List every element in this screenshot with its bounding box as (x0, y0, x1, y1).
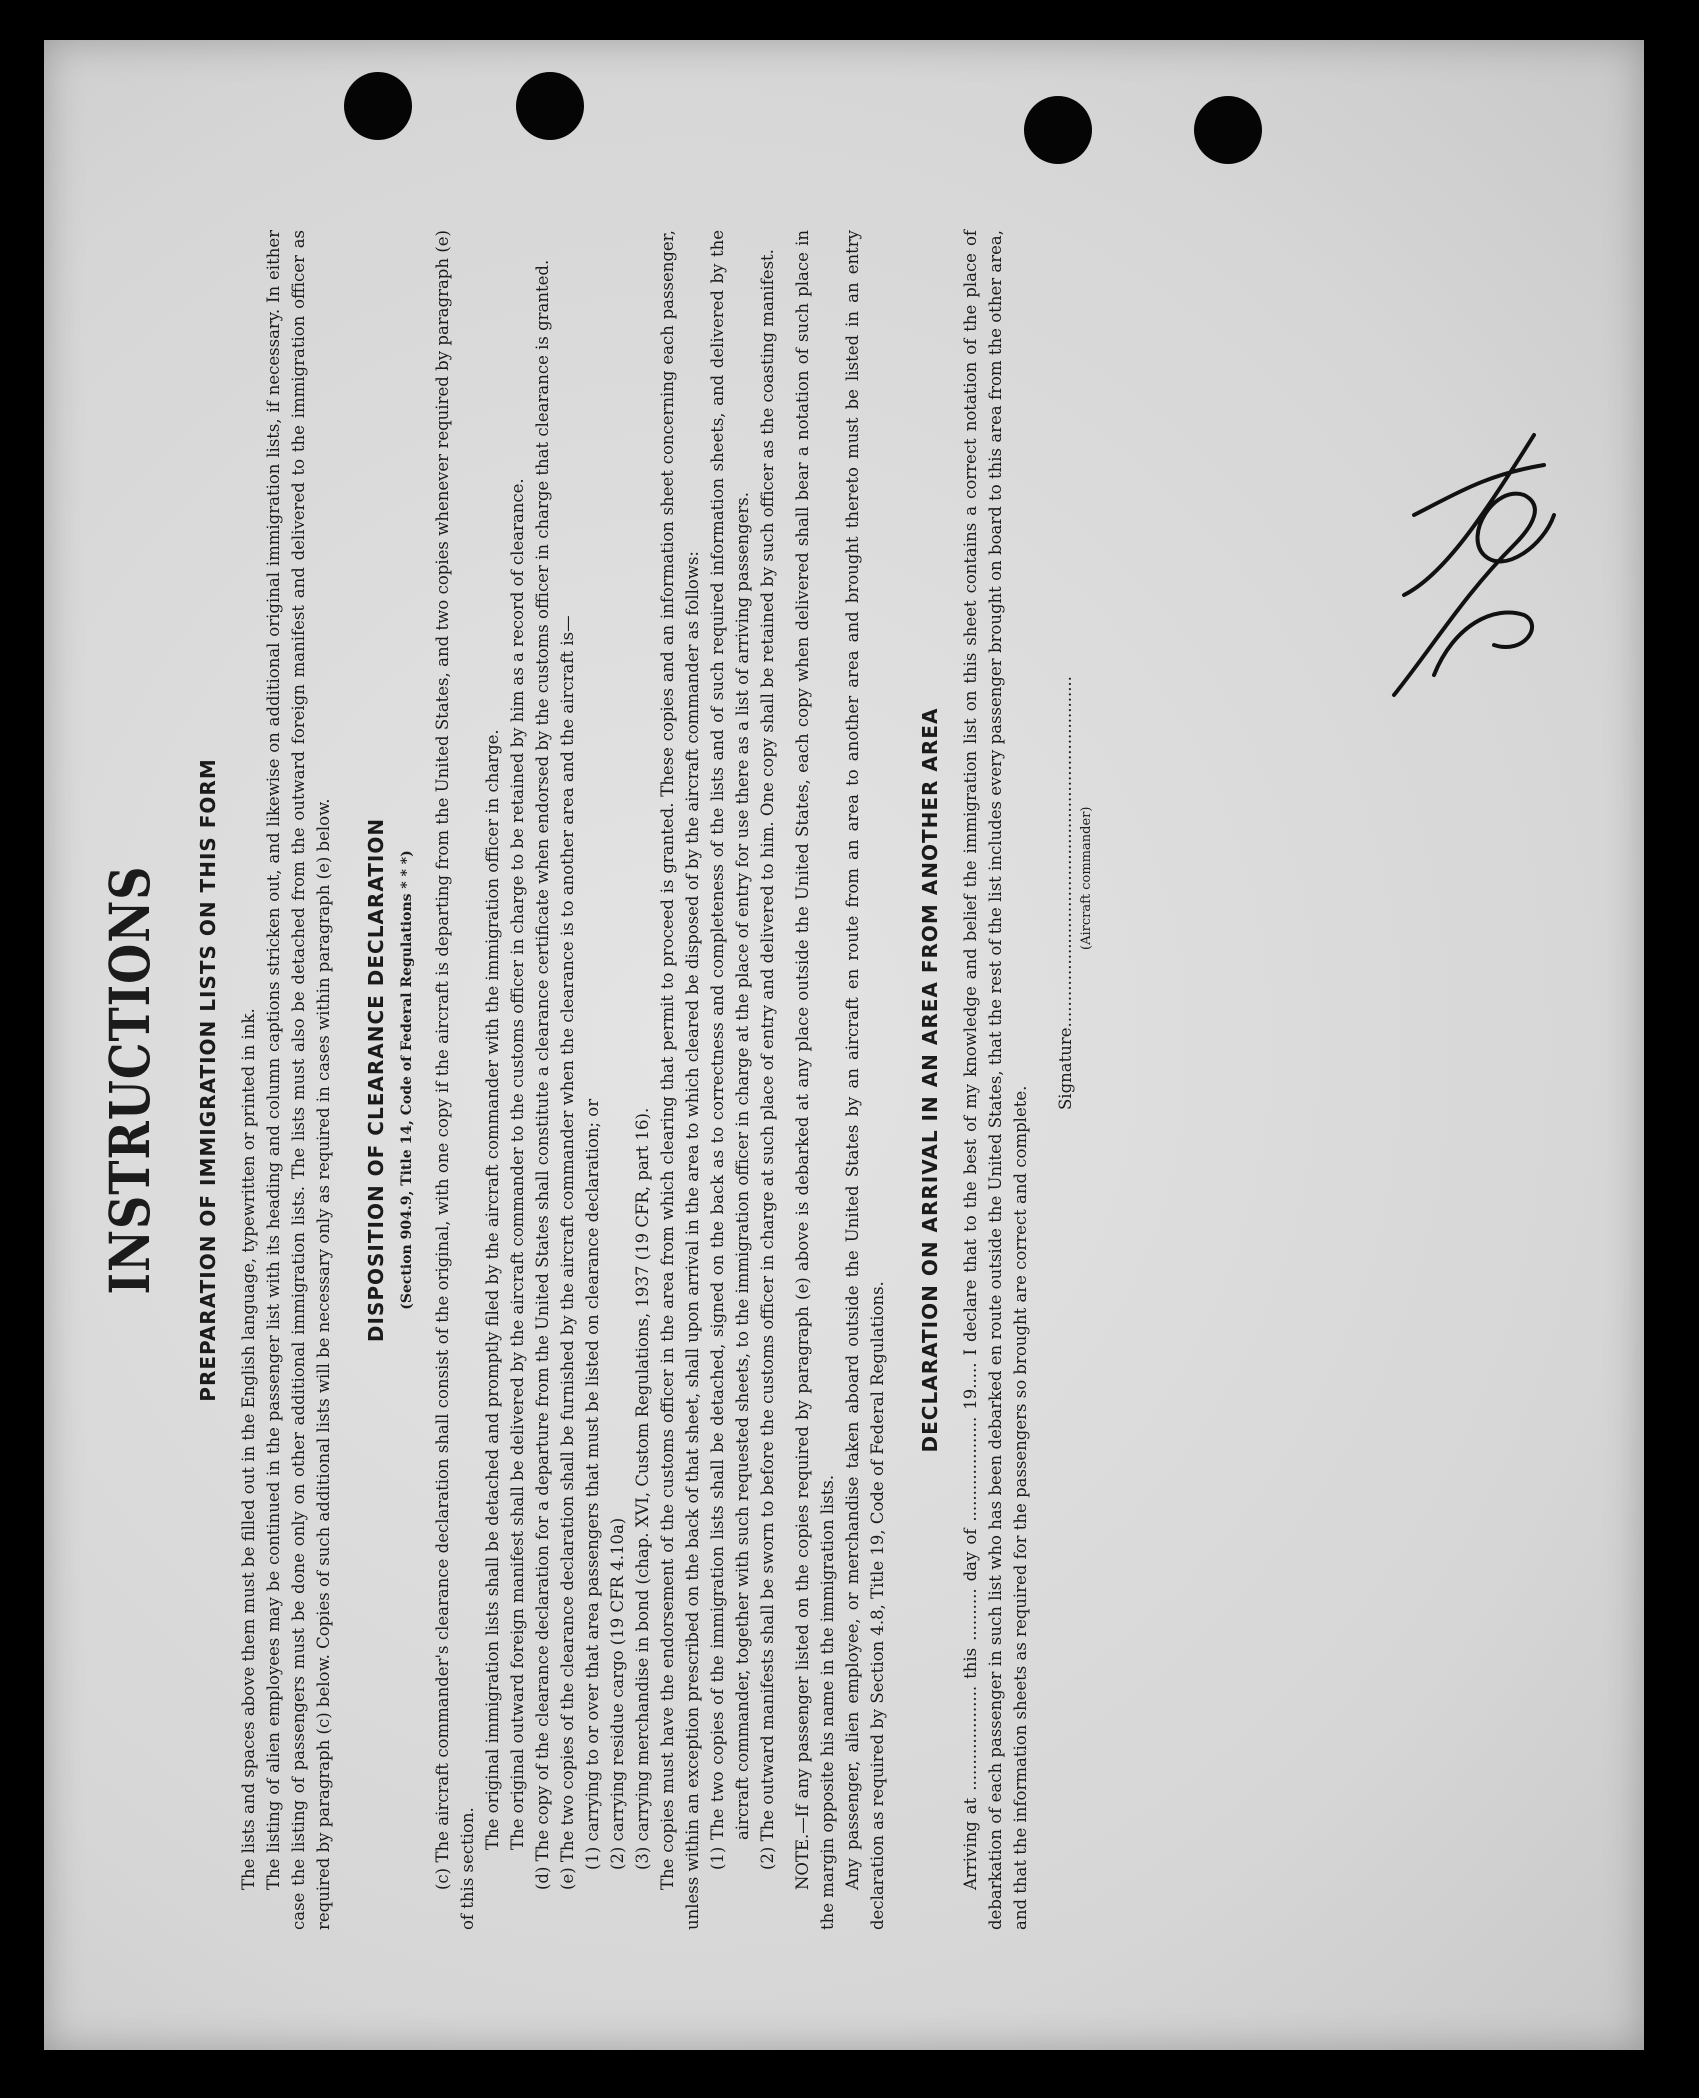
rotated-text-block (97, 230, 1494, 1930)
section-heading-disposition: DISPOSITION OF CLEARANCE DECLARATION (364, 817, 388, 1343)
paragraph: Any passenger, alien employee, or merchandise taken aboard outside the United States by an aircraft en route from an area to another area and brought thereto must be listed in an entry declaration as required by Section 4.8, Title 19, Code of Federal Regulations. (843, 230, 887, 1930)
punch-hole (1024, 96, 1092, 164)
paragraph: The copies must have the endorsement of the customs officer in the area from which clearing that permit to proceed is granted. These copies and an information sheet concerning each passenger, unless within an exception prescribed on the back of that sheet, shall upon arrival in the area to which cleared be disposed of by the aircraft commander as follows: (658, 230, 702, 1930)
paragraph-d: (d) The copy of the clearance declaration for a departure from the United States shall constitute a clearance certificate when endorsed by the customs officer in charge that clearance is granted. (533, 259, 552, 1890)
handwritten-signature (1374, 395, 1574, 715)
declaration-text: Arriving at .................... this .......... day of .................... 19..... I declare that to the best of my knowledge and belief the immigration list on this sheet contains a correct notation of the place of debarkation of each passenger in such list who has been debarked en route outside the United States, that the rest of the list includes every passenger brought on board to this area from the other area, and that the information sheets as required for the passengers so brought are correct and complete. (961, 230, 1030, 1930)
punch-hole (516, 72, 584, 140)
document-page (44, 40, 1644, 2050)
section-heading-preparation: PREPARATION OF IMMIGRATION LISTS ON THIS FORM (196, 758, 220, 1402)
punch-hole (344, 72, 412, 140)
page-title: INSTRUCTIONS (97, 865, 163, 1295)
list-item: (2) carrying residue cargo (19 CFR 4.10a) (608, 1517, 627, 1870)
paragraph-c: (c) The aircraft commander's clearance declaration shall consist of the original, with one copy if the aircraft is departing from the United States, and two copies whenever required by paragraph (e) of this section. (433, 230, 477, 1930)
list-item: (3) carrying merchandise in bond (chap. XVI, Custom Regulations, 1937 (19 CFR, part 16). (633, 1107, 652, 1870)
list-item: (1) carrying to or over that area passengers that must be listed on clearance declaration; or (583, 1098, 602, 1870)
paragraph: The lists and spaces above them must be filled out in the English language, typewritten or printed in ink. (239, 1008, 258, 1890)
list-item: (2) The outward manifests shall be sworn to before the customs officer in charge at such place of entry and delivered to him. One copy shall be retained by such officer as the coasting manifest. (758, 249, 777, 1870)
signature-caption: (Aircraft commander) (1079, 806, 1094, 950)
section-heading-declaration: DECLARATION ON ARRIVAL IN AN AREA FROM ANOTHER AREA (918, 707, 942, 1453)
paragraph: The original outward foreign manifest shall be delivered by the aircraft commander to the customs officer in charge to be retained by him as a record of clearance. (508, 478, 527, 1850)
paragraph-e: (e) The two copies of the clearance declaration shall be furnished by the aircraft commander when the clearance is to another area and the aircraft is— (558, 615, 577, 1890)
punch-hole (1194, 96, 1262, 164)
note-paragraph: NOTE.—If any passenger listed on the copies required by paragraph (e) above is debarked at any place outside the United States, each copy when delivered shall bear a notation of such place in the margin opposite his name in the immigration lists. (793, 230, 837, 1930)
list-item: (1) The two copies of the immigration lists shall be detached, signed on the back as to correctness and completeness of the lists and of such required information sheets, and delivered by the aircraft commander, together with such requested sheets, to the immigration officer in charge at the place of entry for use there as a list of arriving passengers. (708, 230, 752, 1870)
paragraph: The listing of alien employees may be continued in the passenger list with its heading and column captions stricken out, and likewise on additional original immigration lists, if necessary. In either case the listing of passengers must be done only on other additional immigration lists. The lists must also be detached from the outward foreign manifest and delivered to the immigration officer as required by paragraph (c) below. Copies of such additional lists will be necessary only as required in cases within paragraph (e) below. (264, 230, 333, 1930)
paragraph: The original immigration lists shall be detached and promptly filed by the aircraft commander with the immigration officer in charge. (483, 729, 502, 1850)
signature-line: Signature................................................................... (1056, 676, 1075, 1110)
section-subheading: (Section 904.9, Title 14, Code of Federal Regulations * * *) (399, 850, 415, 1310)
